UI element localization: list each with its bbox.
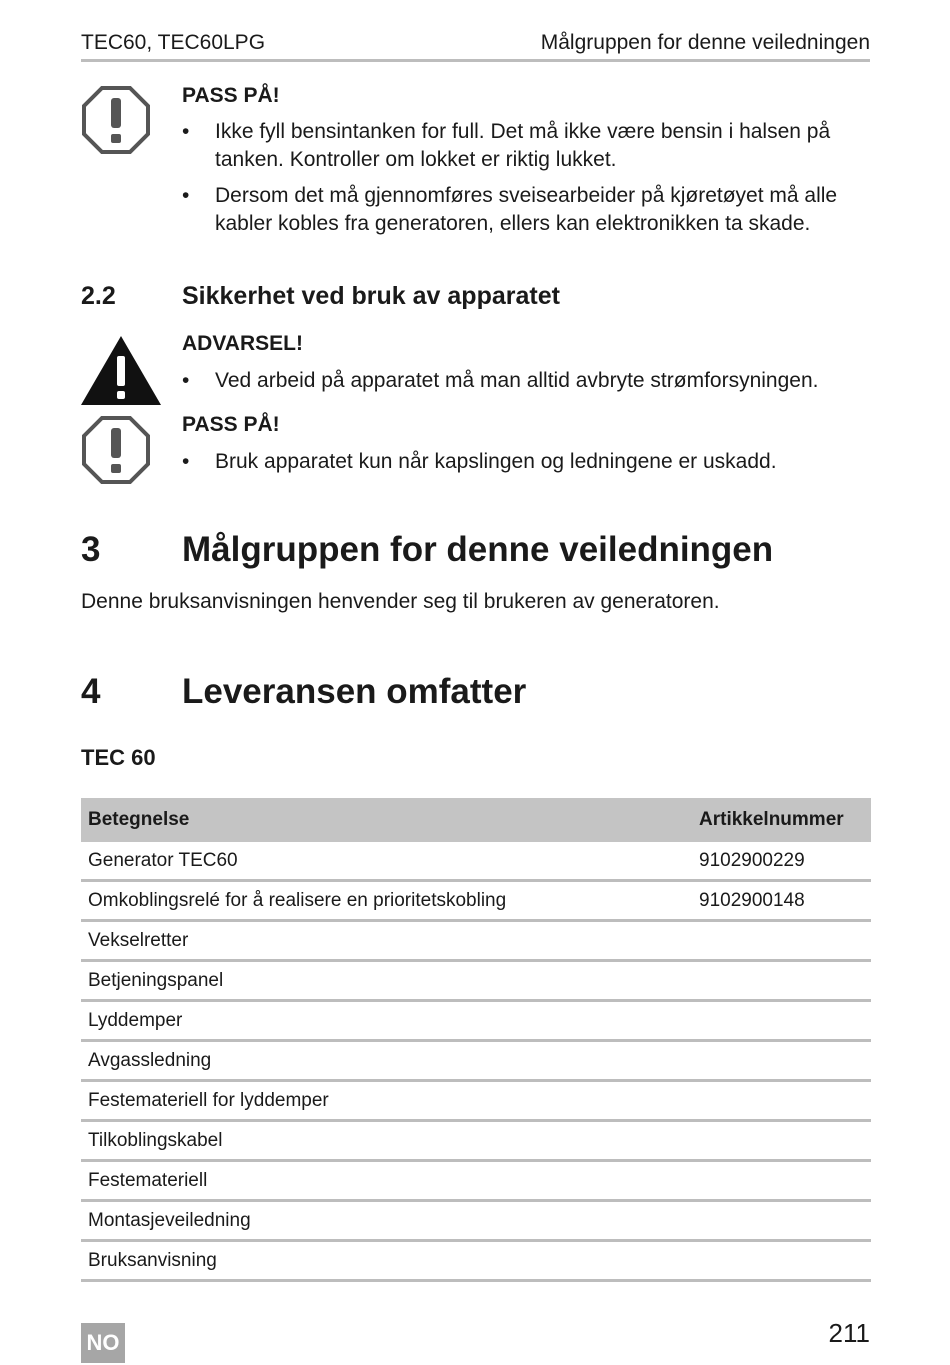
table-cell: 9102900148 (692, 881, 871, 921)
list-item: • Ved arbeid på apparatet må man alltid avbryte strømforsyningen. (182, 369, 819, 392)
warning-label: ADVARSEL! (182, 332, 303, 355)
table-row (81, 881, 871, 921)
caution-octagon-icon (80, 84, 152, 156)
table-cell (692, 1201, 871, 1241)
table-row (81, 1121, 871, 1161)
section-number: 2.2 (81, 282, 116, 310)
table-row (81, 1001, 871, 1041)
table-cell: Generator TEC60 (81, 842, 692, 881)
table-row (81, 921, 871, 961)
table-cell: Festemateriell (81, 1161, 692, 1201)
caution-octagon-icon (80, 414, 152, 486)
header-chapter: Målgruppen for denne veiledningen (540, 31, 870, 54)
table-cell (692, 1041, 871, 1081)
subheading: TEC 60 (81, 745, 156, 770)
section-title: Leveransen omfatter (182, 672, 527, 711)
table-cell (692, 1241, 871, 1281)
table-cell: Lyddemper (81, 1001, 692, 1041)
list-item: • Bruk apparatet kun når kapslingen og ledningene er uskadd. (182, 450, 777, 473)
table-cell (692, 1161, 871, 1201)
table-cell: Avgassledning (81, 1041, 692, 1081)
header-product: TEC60, TEC60LPG (81, 31, 266, 54)
table-header-row (81, 798, 871, 842)
column-header: Artikkelnummer (692, 798, 871, 842)
section-number: 3 (81, 530, 101, 569)
table-cell: 9102900229 (692, 842, 871, 881)
table-cell: Tilkoblingskabel (81, 1121, 692, 1161)
table-row (81, 1241, 871, 1281)
section-number: 4 (81, 672, 101, 711)
table-cell: Vekselretter (81, 921, 692, 961)
table-cell: Omkoblingsrelé for å realisere en prioritetskobling (81, 881, 692, 921)
warning-triangle-icon (80, 334, 162, 406)
table-row (81, 1201, 871, 1241)
table-cell (692, 1121, 871, 1161)
delivery-table (81, 798, 871, 1282)
table-cell (692, 961, 871, 1001)
table-row (81, 842, 871, 881)
header-rule (81, 59, 870, 62)
list-item: • Dersom det må gjennomføres sveisearbeider på kjøretøyet må alle kabler kobles fra generatoren, ellers kan elektronikken ta skade. (182, 184, 838, 235)
list-item: • Ikke fyll bensintanken for full. Det må ikke være bensin i halsen på tanken. Kontroller om lokket er riktig lukket. (182, 120, 831, 171)
section-title: Sikkerhet ved bruk av apparatet (182, 282, 560, 310)
notice-label: PASS PÅ! (182, 84, 280, 107)
language-badge: NO (81, 1323, 125, 1363)
notice-label: PASS PÅ! (182, 413, 280, 436)
table-cell (692, 1081, 871, 1121)
section-title: Målgruppen for denne veiledningen (182, 530, 774, 569)
table-cell: Montasjeveiledning (81, 1201, 692, 1241)
table-row (81, 1081, 871, 1121)
table-row (81, 1041, 871, 1081)
table-cell: Bruksanvisning (81, 1241, 692, 1281)
table-row (81, 961, 871, 1001)
column-header: Betegnelse (81, 798, 692, 842)
page-number: 211 (828, 1318, 870, 1348)
table-row (81, 1161, 871, 1201)
table-cell (692, 1001, 871, 1041)
table-cell: Betjeningspanel (81, 961, 692, 1001)
paragraph: Denne bruksanvisningen henvender seg til brukeren av generatoren. (81, 590, 720, 613)
table-cell (692, 921, 871, 961)
table-cell: Festemateriell for lyddemper (81, 1081, 692, 1121)
